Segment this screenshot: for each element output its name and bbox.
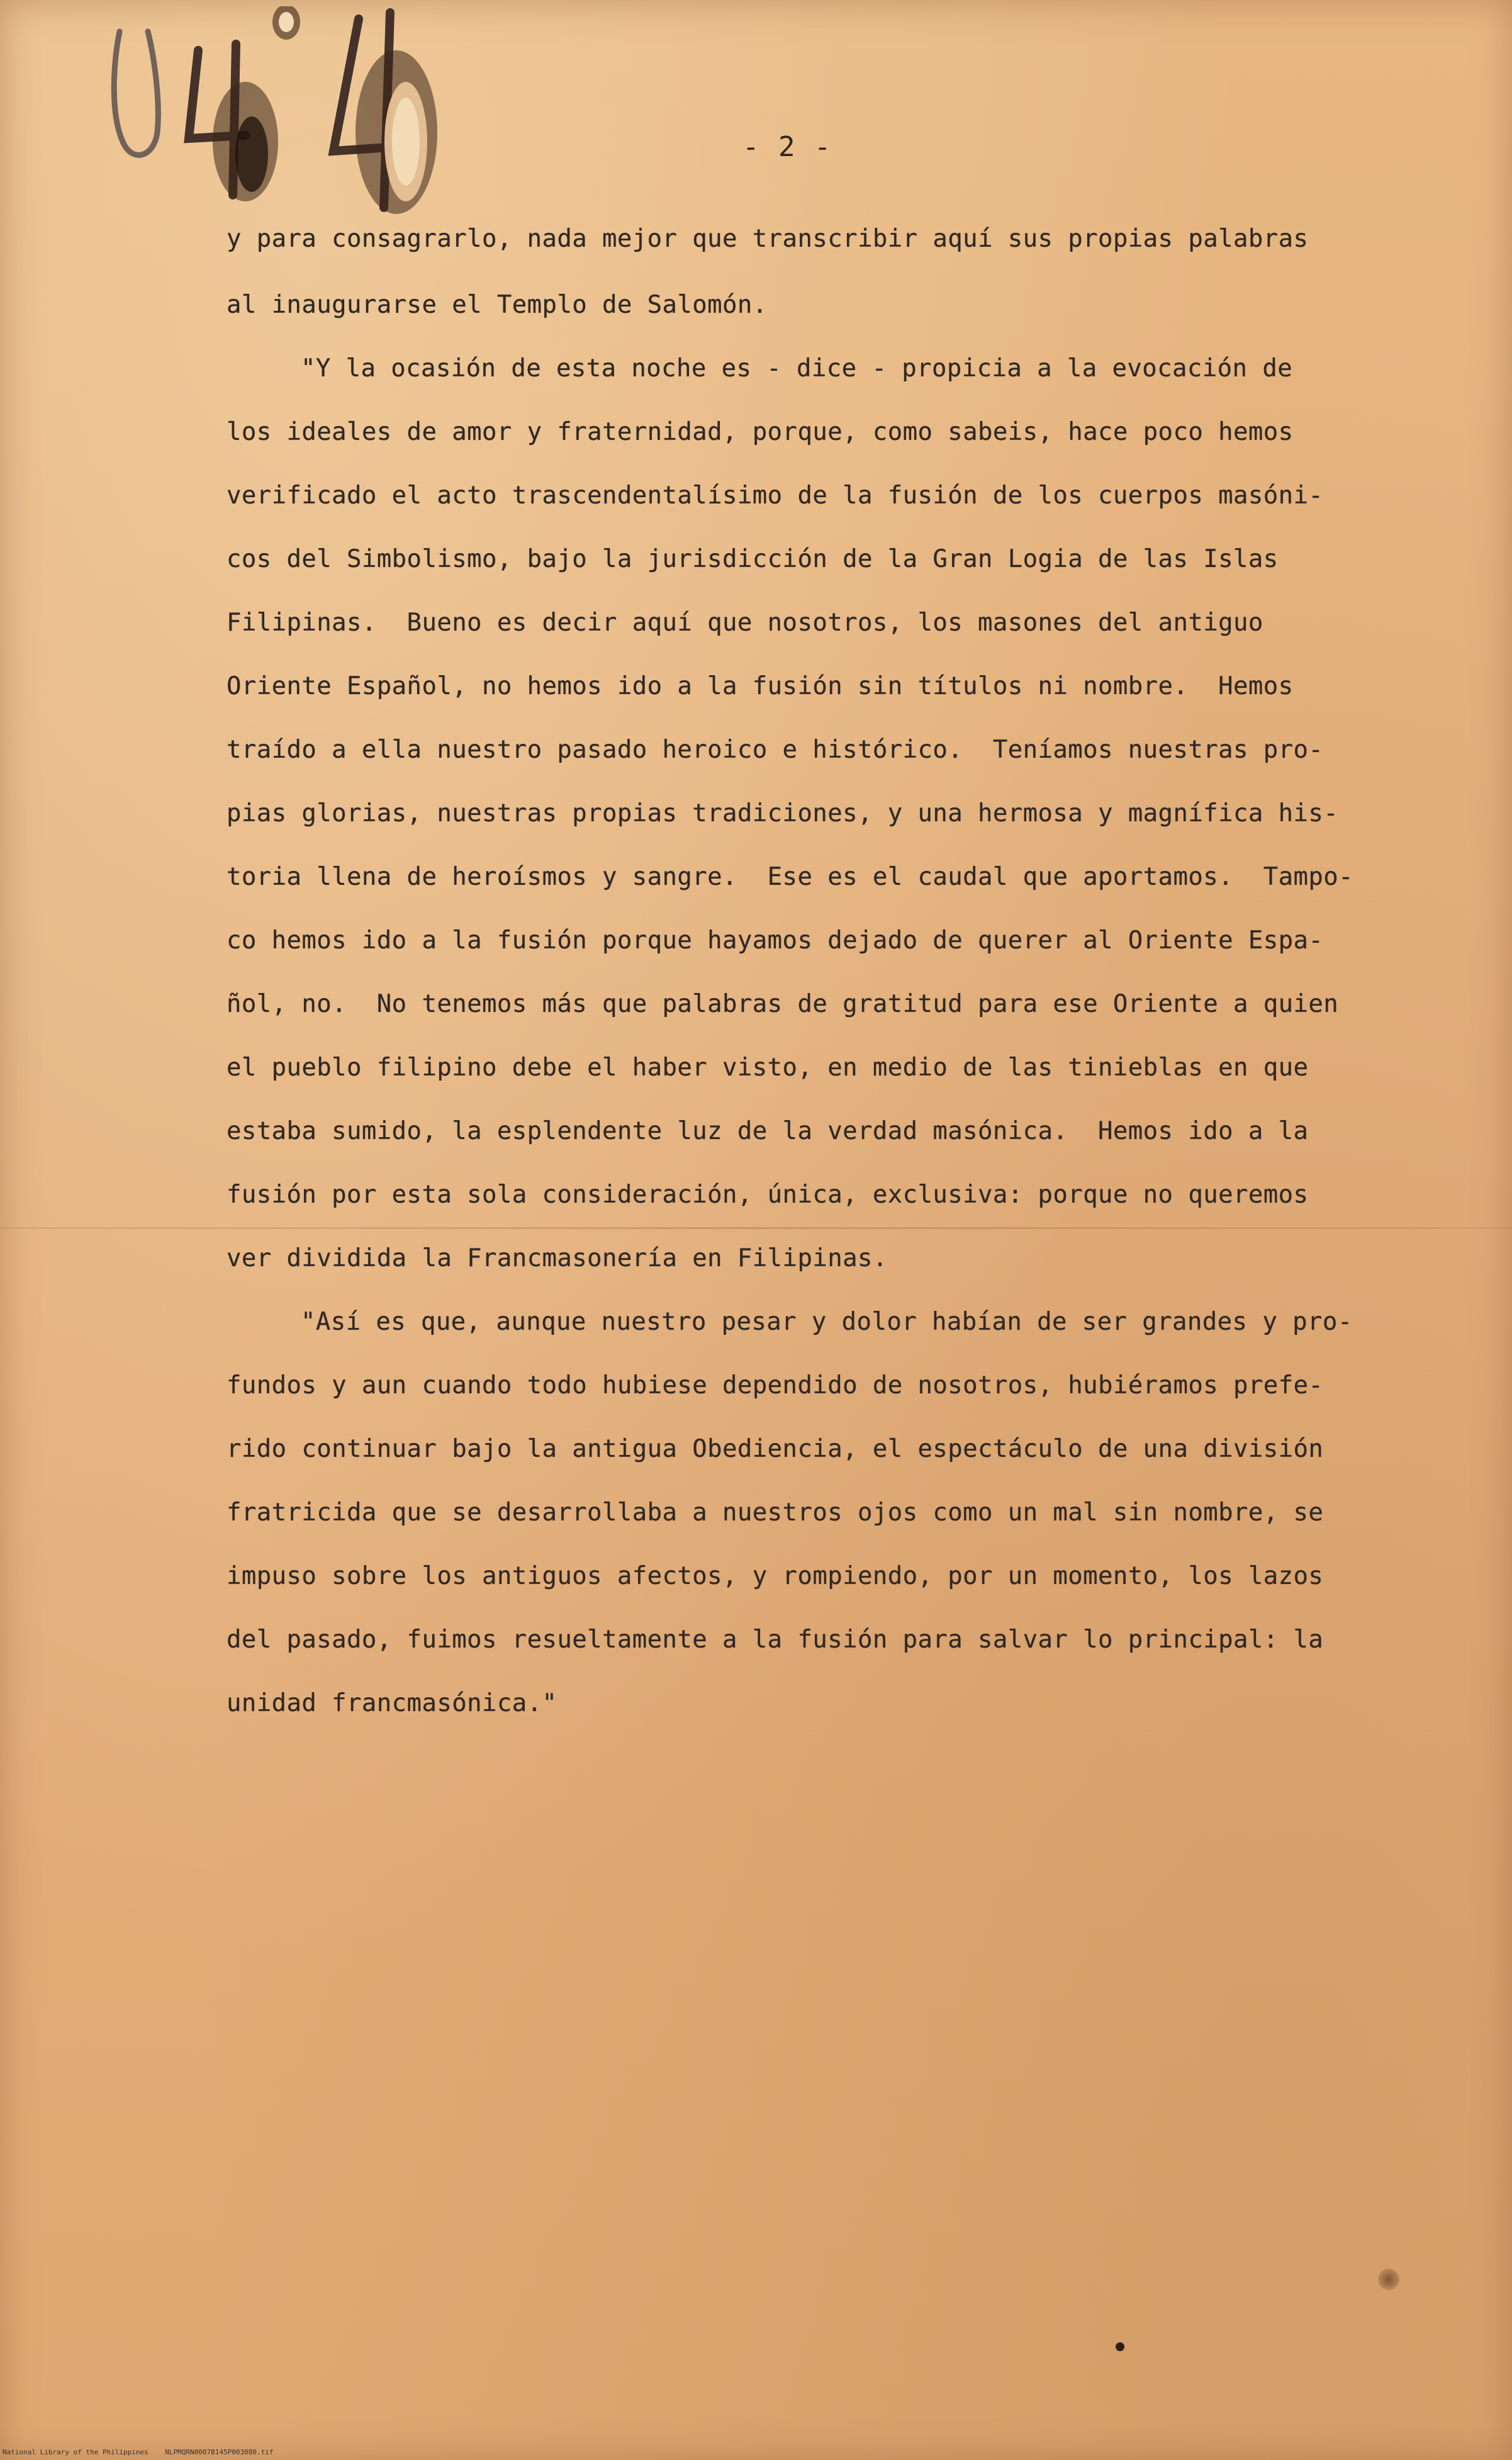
- text-line: ver dividida la Francmasonería en Filipinas.: [227, 1244, 888, 1272]
- text-line: traído a ella nuestro pasado heroico e histórico. Teníamos nuestras pro-: [227, 736, 1324, 764]
- text-line: ñol, no. No tenemos más que palabras de gratitud para ese Oriente a quien: [227, 990, 1339, 1018]
- page-number: - 2 -: [742, 131, 832, 163]
- text-line: verificado el acto trascendentalísimo de la fusión de los cuerpos masóni-: [227, 481, 1324, 510]
- text-line: Oriente Español, no hemos ido a la fusión sin títulos ni nombre. Hemos: [227, 672, 1294, 700]
- ink-spot: [1116, 2342, 1124, 2351]
- text-line: el pueblo filipino debe el haber visto, en medio de las tinieblas en que: [227, 1053, 1309, 1082]
- text-line: fusión por esta sola consideración, única, exclusiva: porque no queremos: [227, 1181, 1309, 1209]
- text-line: al inaugurarse el Templo de Salomón.: [227, 291, 768, 319]
- text-line: los ideales de amor y fraternidad, porque, como sabeis, hace poco hemos: [227, 418, 1294, 446]
- text-line: y para consagrarlo, nada mejor que transcribir aquí sus propias palabras: [227, 225, 1309, 253]
- text-line: unidad francmasónica.": [227, 1689, 557, 1717]
- text-line: toria llena de heroísmos y sangre. Ese es el caudal que aportamos. Tampo-: [227, 863, 1353, 891]
- text-line: rido continuar bajo la antigua Obediencia, el espectáculo de una división: [227, 1435, 1324, 1463]
- text-line: Filipinas. Bueno es decir aquí que nosotros, los masones del antiguo: [227, 609, 1263, 637]
- text-line: cos del Simbolismo, bajo la jurisdicción de la Gran Logia de las Islas: [227, 545, 1279, 573]
- text-line: "Y la ocasión de esta noche es - dice - propicia a la evocación de: [301, 354, 1293, 383]
- text-line: pias glorias, nuestras propias tradiciones, y una hermosa y magnífica his-: [227, 799, 1339, 828]
- text-line: "Así es que, aunque nuestro pesar y dolor habían de ser grandes y pro-: [301, 1308, 1353, 1336]
- text-line: impuso sobre los antiguos afectos, y rompiendo, por un momento, los lazos: [227, 1562, 1324, 1590]
- text-line: fratricida que se desarrollaba a nuestros ojos como un mal sin nombre, se: [227, 1498, 1324, 1527]
- handwritten-annotation: [94, 6, 503, 220]
- text-line: fundos y aun cuando todo hubiese dependido de nosotros, hubiéramos prefe-: [227, 1371, 1324, 1400]
- archive-footer: National Library of the Philippines NLPMQRN0007B145P003080.tif: [3, 2448, 274, 2456]
- text-line: del pasado, fuimos resueltamente a la fusión para salvar lo principal: la: [227, 1626, 1324, 1654]
- paper-fold: [0, 1227, 1512, 1229]
- text-line: estaba sumido, la esplendente luz de la verdad masónica. Hemos ido a la: [227, 1117, 1309, 1145]
- paper-stain: [1378, 2269, 1399, 2290]
- text-line: co hemos ido a la fusión porque hayamos dejado de querer al Oriente Espa-: [227, 926, 1324, 955]
